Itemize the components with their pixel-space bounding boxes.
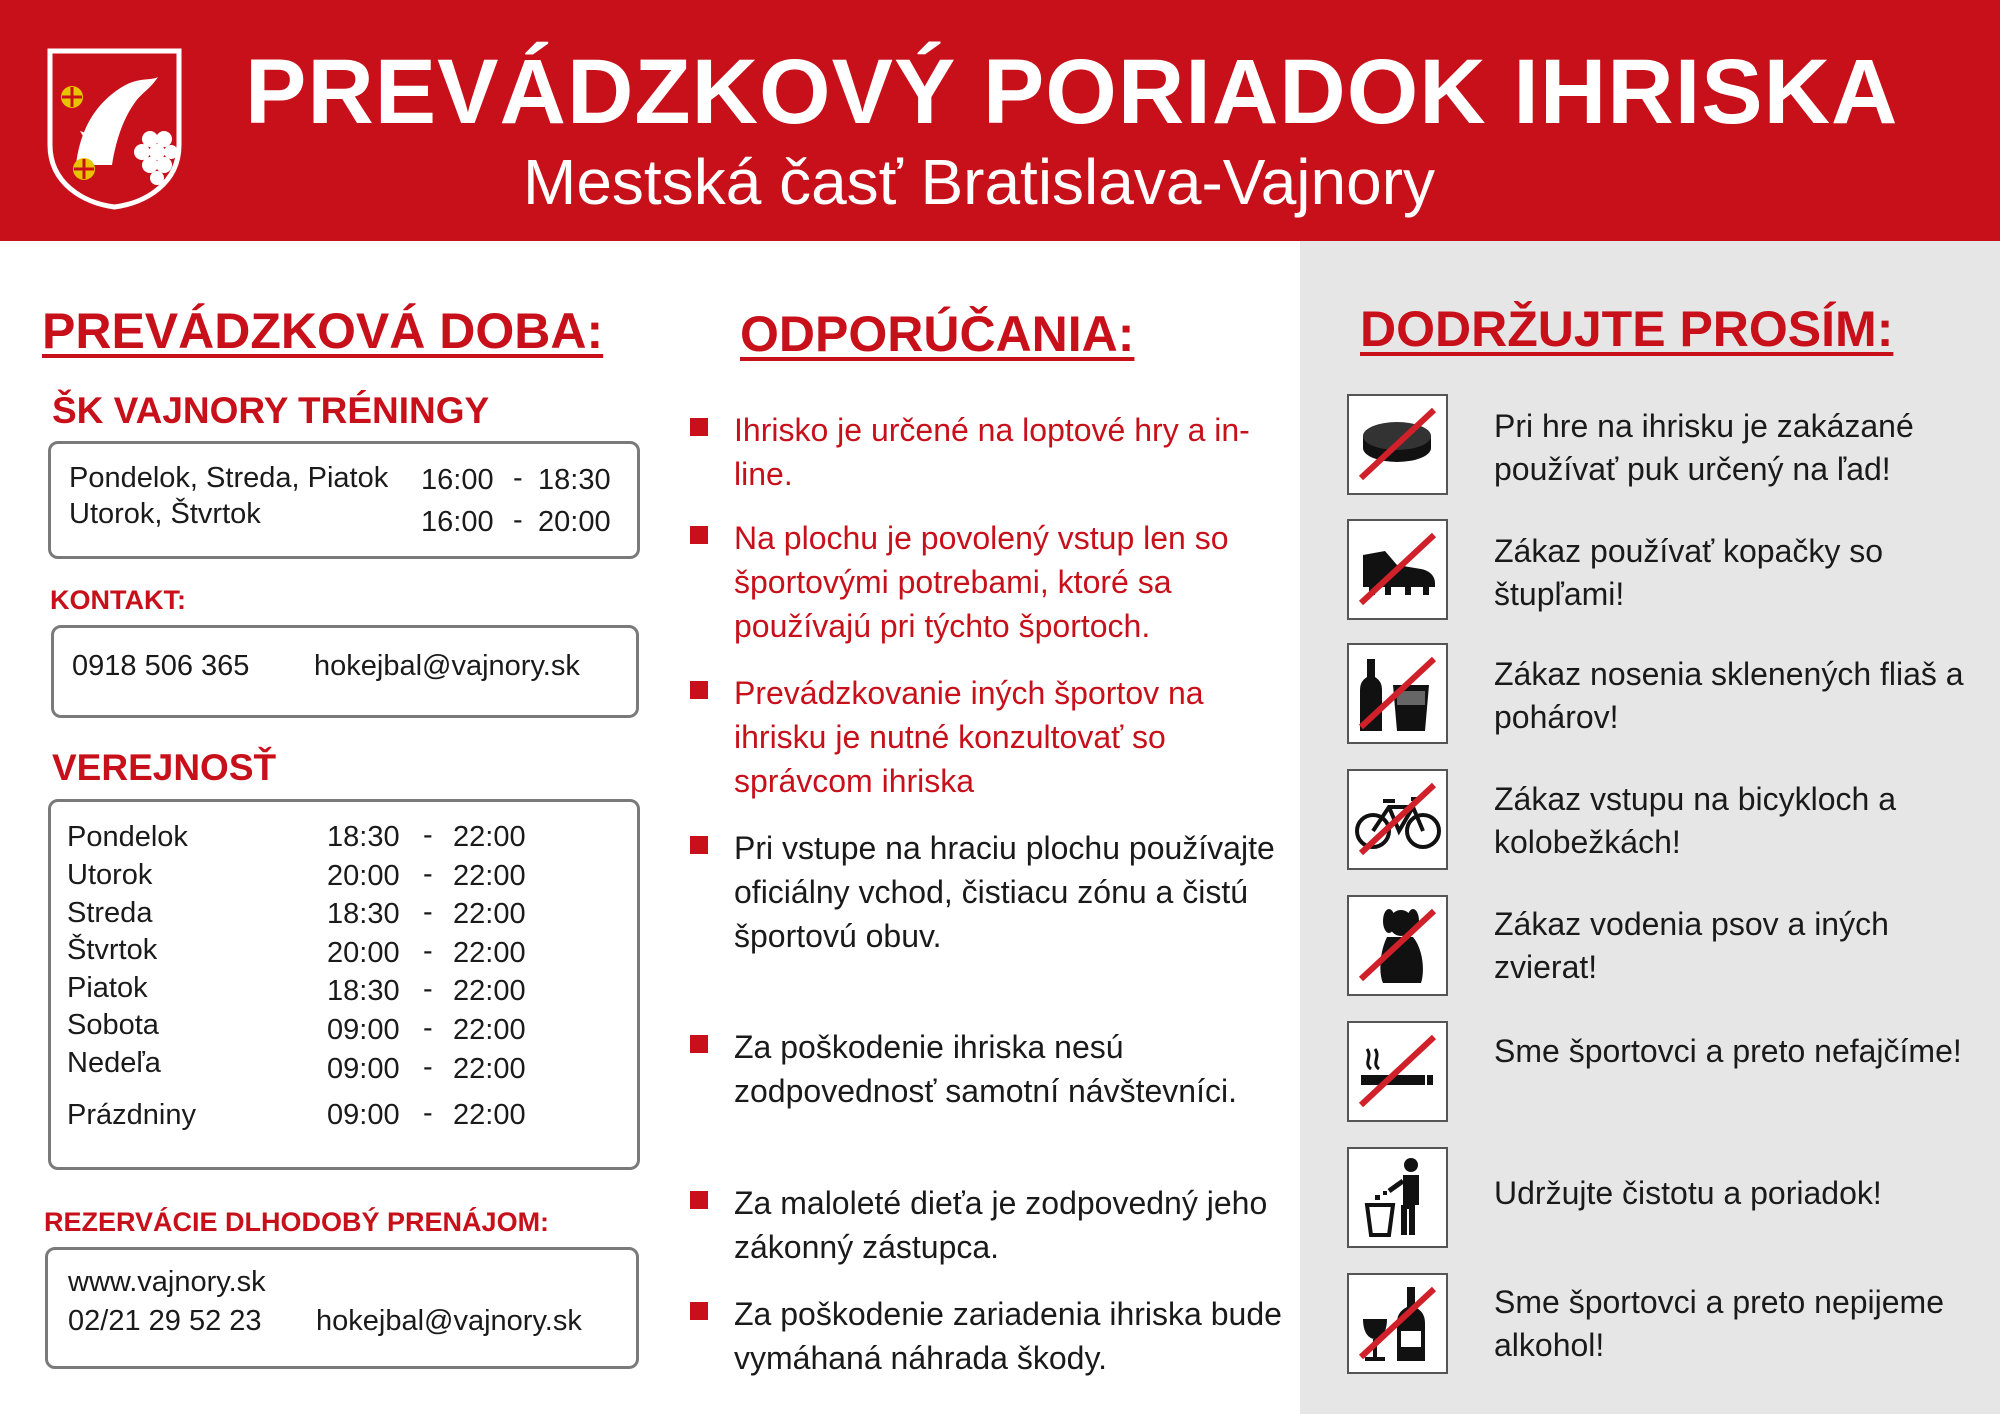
training-sep: - [513,462,523,494]
public-from: 09:00 [327,1053,400,1085]
no-bicycle-icon [1349,771,1446,868]
public-sep: - [423,896,433,928]
rule-icon-box [1347,769,1448,870]
recommendation-text: Prevádzkovanie iných športov na ihrisku je nutné konzultovať so správcom ihriska [734,675,1204,799]
no-alcohol-icon [1349,1275,1446,1372]
public-sep: - [423,1097,433,1129]
page-subtitle: Mestská časť Bratislava-Vajnory [523,146,1435,218]
public-from: 09:00 [327,1099,400,1131]
operating-hours-heading: PREVÁDZKOVÁ DOBA: [42,303,604,359]
trash-bin-icon [1349,1149,1446,1246]
contact-email: hokejbal@vajnory.sk [314,650,580,682]
bullet-square-icon [690,526,708,544]
public-from: 20:00 [327,937,400,969]
rule-icon-box [1347,1273,1448,1374]
training-heading: ŠK VAJNORY TRÉNINGY [52,390,490,431]
public-day: Streda [67,897,153,929]
training-sep: - [513,504,523,536]
public-sep: - [423,1051,433,1083]
recommendation-text: Za poškodenie ihriska nesú zodpovednosť samotní návštevníci. [734,1029,1237,1109]
public-day: Nedeľa [67,1047,161,1079]
training-days: Pondelok, Streda, Piatok [69,462,389,494]
reservations-heading: REZERVÁCIE DLHODOBÝ PRENÁJOM: [44,1207,550,1237]
rule-icon-box [1347,895,1448,996]
public-day: Piatok [67,972,148,1004]
reservations-box [45,1247,639,1369]
public-heading: VEREJNOSŤ [52,747,277,788]
public-to: 22:00 [453,898,526,930]
rule-text: Sme športovci a preto nepijeme alkohol! [1494,1284,1944,1363]
rule-text: Udržujte čistotu a poriadok! [1494,1175,1882,1211]
no-puck-icon [1349,396,1446,493]
training-from: 16:00 [421,464,494,496]
page-title: PREVÁDZKOVÝ PORIADOK IHRISKA [245,41,1899,143]
public-to: 22:00 [453,1053,526,1085]
contact-box [51,625,639,718]
header-banner [0,0,2000,241]
public-day: Utorok [67,859,153,891]
rule-text: Zákaz vstupu na bicykloch a kolobežkách! [1494,781,1896,860]
rule-icon-box [1347,394,1448,495]
rule-text: Pri hre na ihrisku je zakázané používať puk určený na ľad! [1494,408,1914,487]
public-sep: - [423,935,433,967]
public-day: Pondelok [67,821,188,853]
training-days: Utorok, Štvrtok [69,498,261,530]
rule-text: Sme športovci a preto nefajčíme! [1494,1033,1962,1069]
training-hours-box [48,441,640,559]
public-from: 18:30 [327,975,400,1007]
public-day: Prázdniny [67,1099,196,1131]
public-to: 22:00 [453,1099,526,1131]
bullet-square-icon [690,1302,708,1320]
public-from: 20:00 [327,860,400,892]
bullet-square-icon [690,681,708,699]
bullet-square-icon [690,1035,708,1053]
reservations-phone: 02/21 29 52 23 [68,1305,262,1337]
bullet-square-icon [690,418,708,436]
contact-phone: 0918 506 365 [72,650,250,682]
rule-icon-box [1347,519,1448,620]
recommendation-text: Na plochu je povolený vstup len so športovými potrebami, ktoré sa používajú pri týchto športoch. [734,520,1229,644]
public-day: Sobota [67,1009,159,1041]
public-to: 22:00 [453,860,526,892]
recommendation-text: Za maloleté dieťa je zodpovedný jeho zákonný zástupca. [734,1185,1268,1265]
training-to: 18:30 [538,464,611,496]
rule-text: Zákaz vodenia psov a iných zvierat! [1494,906,1889,985]
recommendation-text: Pri vstupe na hraciu plochu používajte oficiálny vchod, čistiacu zónu a čistú športovú obuv. [734,830,1275,954]
rules-heading: DODRŽUJTE PROSÍM: [1360,301,1894,357]
recommendation-text: Ihrisko je určené na loptové hry a in-line. [734,412,1250,492]
public-to: 22:00 [453,821,526,853]
reservations-email: hokejbal@vajnory.sk [316,1305,582,1337]
coat-of-arms-icon [46,47,183,211]
contact-heading: KONTAKT: [50,585,186,615]
no-glass-bottles-icon [1349,645,1446,742]
public-sep: - [423,973,433,1005]
no-cleats-icon [1349,521,1446,618]
training-to: 20:00 [538,506,611,538]
public-sep: - [423,1012,433,1044]
bullet-square-icon [690,836,708,854]
public-day: Štvrtok [67,934,158,966]
rule-icon-box [1347,1021,1448,1122]
recommendations-heading: ODPORÚČANIA: [740,306,1135,362]
public-sep: - [423,858,433,890]
public-hours-box [48,799,640,1170]
rule-icon-box [1347,643,1448,744]
rule-text: Zákaz používať kopačky so štupľami! [1494,533,1884,612]
bullet-square-icon [690,1191,708,1209]
recommendation-text: Za poškodenie zariadenia ihriska bude vymáhaná náhrada škody. [734,1296,1282,1376]
training-from: 16:00 [421,506,494,538]
public-sep: - [423,819,433,851]
public-to: 22:00 [453,975,526,1007]
rule-text: Zákaz nosenia sklenených fliaš a pohárov! [1494,656,1964,735]
public-to: 22:00 [453,1014,526,1046]
public-to: 22:00 [453,937,526,969]
public-from: 09:00 [327,1014,400,1046]
public-from: 18:30 [327,898,400,930]
no-dogs-icon [1349,897,1446,994]
rule-icon-box [1347,1147,1448,1248]
no-smoking-icon [1349,1023,1446,1120]
public-from: 18:30 [327,821,400,853]
reservations-web: www.vajnory.sk [68,1266,266,1298]
